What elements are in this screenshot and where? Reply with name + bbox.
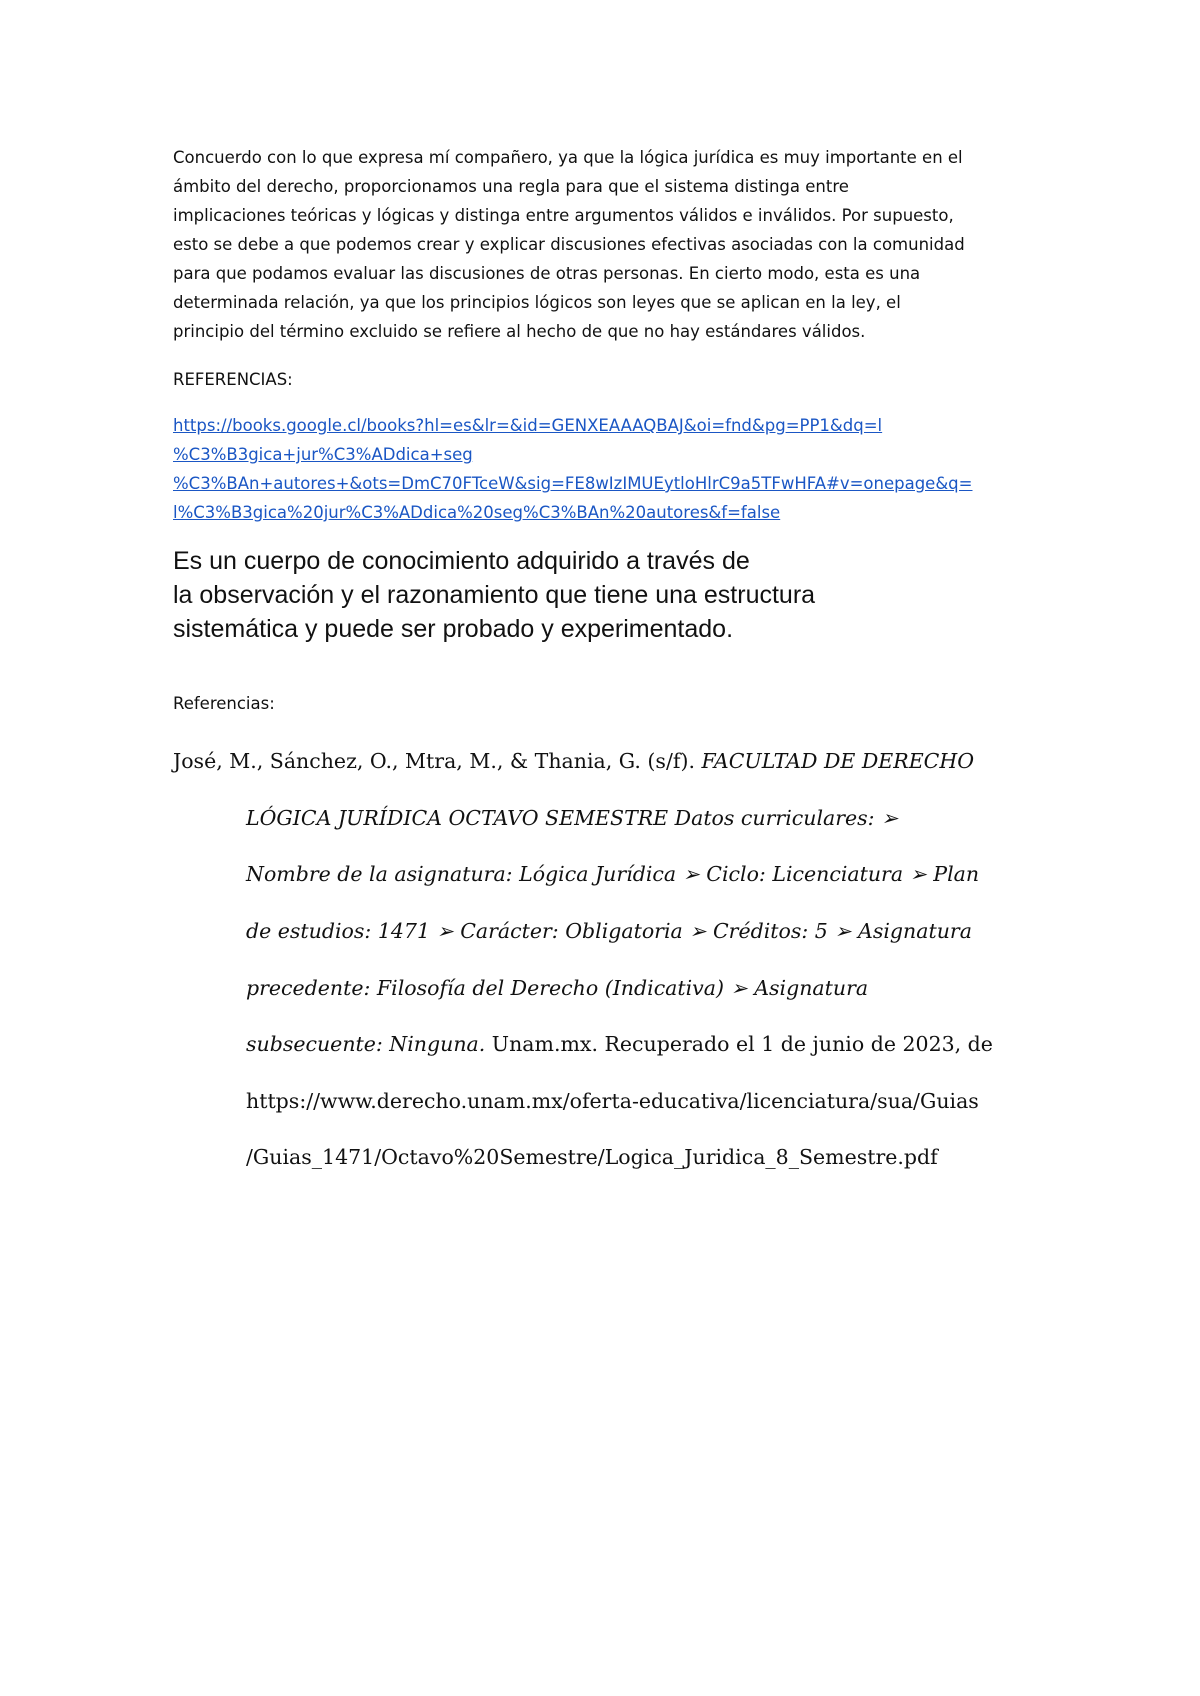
definition-line-2: la observación y el razonamiento que tiene una estructura <box>173 581 816 609</box>
reference-link-line-3[interactable]: %C3%BAn+autores+&ots=DmC70FTceW&sig=FE8wIzIMUEytloHlrC9a5TFwHFA#v=onepage&q= <box>173 474 973 493</box>
reference-link-line-1[interactable]: https://books.google.cl/books?hl=es&lr=&id=GENXEAAAQBAJ&oi=fnd&pg=PP1&dq=l <box>173 416 883 435</box>
citation-line-2: LÓGICA JURÍDICA OCTAVO SEMESTRE Datos curriculares: ➢ <box>246 806 899 830</box>
paragraph-line-7: principio del término excluido se refiere al hecho de que no hay estándares válidos. <box>173 322 866 341</box>
paragraph-line-4: esto se debe a que podemos crear y explicar discusiones efectivas asociadas con la comunidad <box>173 235 965 254</box>
paragraph-line-5: para que podamos evaluar las discusiones de otras personas. En cierto modo, esta es una <box>173 264 921 283</box>
paragraph-line-1: Concuerdo con lo que expresa mí compañero, ya que la lógica jurídica es muy importante en el <box>173 148 963 167</box>
citation-source: Unam.mx. Recuperado el 1 de junio de 2023, de <box>485 1032 993 1056</box>
reference-link-line-4[interactable]: l%C3%B3gica%20jur%C3%ADdica%20seg%C3%BAn%20autores&f=false <box>173 503 781 522</box>
citation-title-end: subsecuente: Ninguna. <box>246 1032 486 1056</box>
definition-line-1: Es un cuerpo de conocimiento adquirido a través de <box>173 547 750 575</box>
citation-line-6 <box>246 1031 993 1057</box>
citation-line-3: Nombre de la asignatura: Lógica Jurídica ➢ Ciclo: Licenciatura ➢ Plan <box>246 862 980 886</box>
paragraph-line-6: determinada relación, ya que los principios lógicos son leyes que se aplican en la ley, el <box>173 293 901 312</box>
citation-url-line-2[interactable]: /Guias_1471/Octavo%20Semestre/Logica_Juridica_8_Semestre.pdf <box>246 1145 938 1169</box>
paragraph-line-2: ámbito del derecho, proporcionamos una regla para que el sistema distinga entre <box>173 177 849 196</box>
references-label: Referencias: <box>173 694 275 713</box>
citation-line-5: precedente: Filosofía del Derecho (Indicativa) ➢ Asignatura <box>246 976 869 1000</box>
references-heading: REFERENCIAS: <box>173 370 293 389</box>
citation-authors: José, M., Sánchez, O., Mtra, M., & Thania, G. (s/f). <box>173 749 702 773</box>
citation-line-4: de estudios: 1471 ➢ Carácter: Obligatoria ➢ Créditos: 5 ➢ Asignatura <box>246 919 972 943</box>
citation-title-start: FACULTAD DE DERECHO <box>701 749 975 773</box>
definition-line-3: sistemática y puede ser probado y experimentado. <box>173 615 734 643</box>
paragraph-line-3: implicaciones teóricas y lógicas y distinga entre argumentos válidos e inválidos. Por supuesto, <box>173 206 954 225</box>
citation-line-1 <box>173 748 974 774</box>
citation-url-line-1[interactable]: https://www.derecho.unam.mx/oferta-educativa/licenciatura/sua/Guias <box>246 1089 979 1113</box>
reference-link-line-2[interactable]: %C3%B3gica+jur%C3%ADdica+seg <box>173 445 473 464</box>
